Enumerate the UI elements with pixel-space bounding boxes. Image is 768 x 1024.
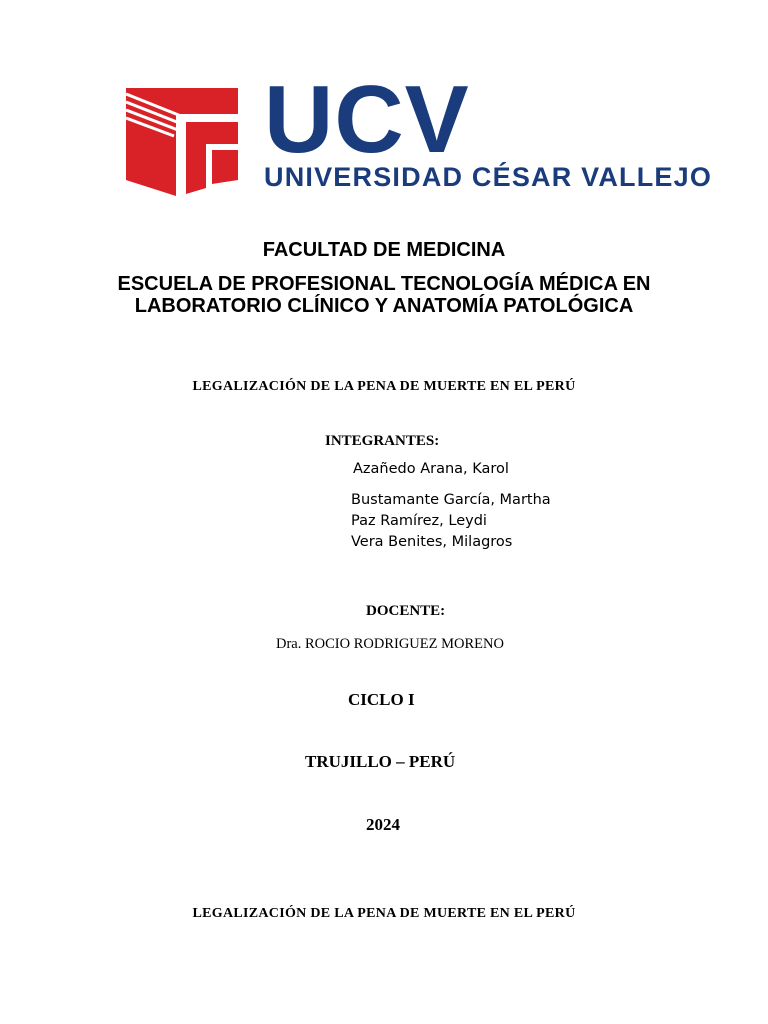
member-item: Vera Benites, Milagros	[351, 534, 513, 550]
year: 2024	[366, 815, 400, 834]
member-item: Bustamante García, Martha	[351, 492, 551, 508]
teacher-label: DOCENTE:	[366, 603, 446, 619]
location: TRUJILLO – PERÚ	[305, 752, 456, 771]
school-heading: ESCUELA DE PROFESIONAL TECNOLOGÍA MÉDICA EN LABORATORIO CLÍNICO Y ANATOMÍA PATOLÓGICA	[117, 273, 651, 317]
teacher-name: Dra. ROCIO RODRIGUEZ MORENO	[276, 636, 504, 652]
member-item: Paz Ramírez, Leydi	[351, 513, 487, 529]
faculty-heading: FACULTAD DE MEDICINA	[262, 239, 506, 261]
document-title: LEGALIZACIÓN DE LA PENA DE MUERTE EN EL PERÚ	[192, 379, 576, 394]
logo-acronym: UCV	[264, 66, 470, 173]
logo-name: UNIVERSIDAD CÉSAR VALLEJO	[264, 162, 713, 192]
member-item: Azañedo Arana, Karol	[353, 461, 509, 477]
document-title-repeat: LEGALIZACIÓN DE LA PENA DE MUERTE EN EL PERÚ	[192, 906, 576, 921]
cycle: CICLO I	[348, 690, 415, 709]
ucv-emblem-icon	[126, 84, 246, 200]
members-label: INTEGRANTES:	[325, 433, 440, 449]
